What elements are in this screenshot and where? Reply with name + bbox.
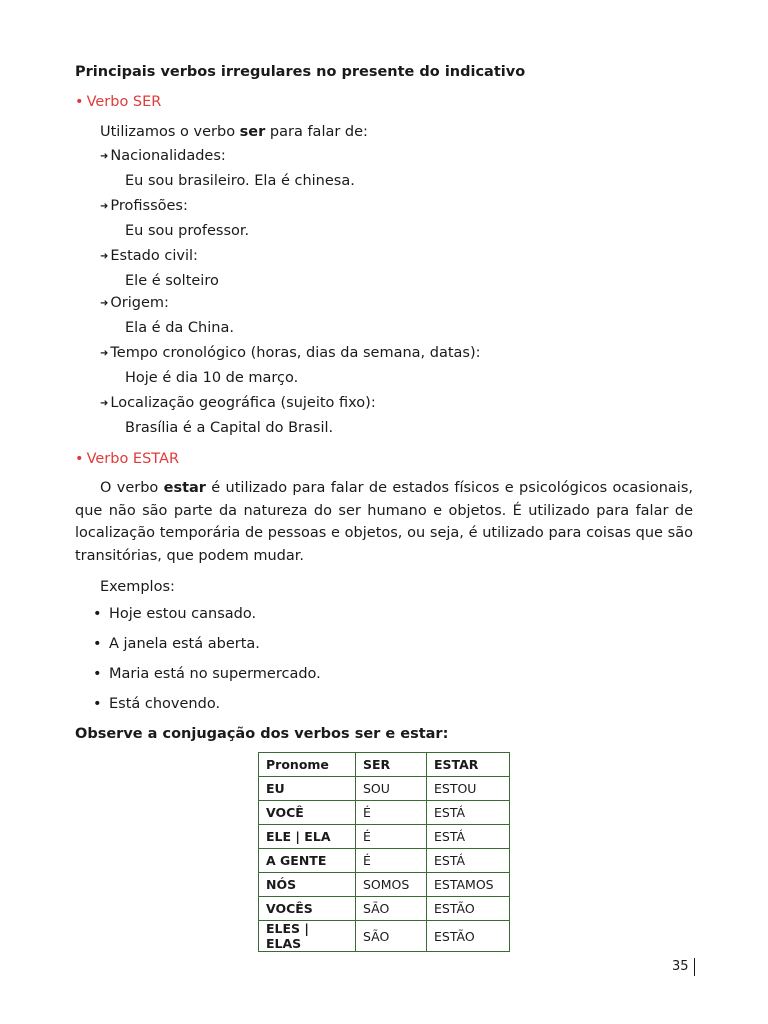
list-item <box>93 599 693 629</box>
ser-cell: SOMOS <box>356 873 427 897</box>
examples-list <box>75 599 693 719</box>
ser-use-example: Eu sou brasileiro. Ela é chinesa. <box>125 173 355 189</box>
example-text: Hoje estou cansado. <box>109 605 257 622</box>
ser-uses-list <box>75 144 693 441</box>
estar-cell: ESTÃO <box>427 921 510 952</box>
ser-use-label: Nacionalidades: <box>110 148 226 164</box>
ser-use-example: Hoje é dia 10 de março. <box>125 370 299 386</box>
estar-cell: ESTÁ <box>427 801 510 825</box>
table-row <box>259 825 510 849</box>
table-row <box>259 873 510 897</box>
table-row <box>259 801 510 825</box>
table-row <box>259 777 510 801</box>
estar-paragraph <box>75 477 693 568</box>
pronoun-cell: ELE | ELA <box>259 825 356 849</box>
document-page <box>75 60 693 747</box>
table-header-row <box>259 753 510 777</box>
ser-cell: SOU <box>356 777 427 801</box>
section-heading-ser-label: Verbo SER <box>86 94 162 110</box>
arrow-right-icon: ➜ <box>100 251 109 262</box>
page-number: 35 <box>672 958 695 976</box>
ser-cell: SÃO <box>356 897 427 921</box>
estar-cell: ESTOU <box>427 777 510 801</box>
pronoun-cell: VOCÊS <box>259 897 356 921</box>
ser-use-example: Brasília é a Capital do Brasil. <box>125 420 334 436</box>
examples-label: Exemplos: <box>100 578 175 595</box>
ser-use-example: Eu sou professor. <box>125 223 250 239</box>
ser-intro-text-end: para falar de: <box>265 124 368 140</box>
ser-use-item <box>100 291 693 341</box>
estar-paragraph-bold: estar <box>163 480 206 496</box>
ser-use-example: Ele é solteiro <box>125 273 219 289</box>
estar-cell: ESTÁ <box>427 825 510 849</box>
bullet-icon: • <box>75 94 84 110</box>
estar-cell: ESTÃO <box>427 897 510 921</box>
list-item <box>93 629 693 659</box>
page-title: Principais verbos irregulares no presente do indicativo <box>75 64 526 80</box>
arrow-right-icon: ➜ <box>100 348 109 359</box>
ser-use-label: Tempo cronológico (horas, dias da semana, datas): <box>110 345 481 361</box>
section-heading-estar <box>75 447 693 471</box>
example-text: A janela está aberta. <box>109 635 260 652</box>
ser-use-label: Origem: <box>110 295 169 311</box>
ser-cell: É <box>356 825 427 849</box>
ser-use-label: Estado civil: <box>110 248 198 264</box>
ser-use-item <box>100 244 693 291</box>
ser-use-item <box>100 144 693 194</box>
pronoun-cell: EU <box>259 777 356 801</box>
ser-use-item <box>100 194 693 244</box>
arrow-right-icon: ➜ <box>100 201 109 212</box>
header-pronome: Pronome <box>259 753 356 777</box>
estar-paragraph-text-end: é utilizado para falar de estados físicos e psicológicos ocasionais, que não são parte da natureza do ser humano e objetos. É utilizado para falar de localização temporária de pessoas e objetos, ou seja, é utilizado para coisas que são transitórias, que podem mudar. <box>75 480 694 565</box>
section-heading-estar-label: Verbo ESTAR <box>86 451 180 467</box>
ser-intro-text: Utilizamos o verbo <box>100 124 240 140</box>
arrow-right-icon: ➜ <box>100 398 109 409</box>
ser-use-item <box>100 341 693 391</box>
ser-intro <box>100 120 693 144</box>
arrow-right-icon: ➜ <box>100 151 109 162</box>
section-heading-ser <box>75 90 693 114</box>
example-text: Está chovendo. <box>109 695 221 712</box>
bullet-icon: • <box>93 665 102 682</box>
bullet-icon: • <box>93 635 102 652</box>
table-row <box>259 897 510 921</box>
ser-cell: É <box>356 801 427 825</box>
list-item <box>93 689 693 719</box>
conjugation-table <box>258 752 510 952</box>
ser-use-item <box>100 391 693 441</box>
ser-intro-bold: ser <box>239 124 266 140</box>
list-item <box>93 659 693 689</box>
estar-paragraph-text: O verbo <box>100 480 164 496</box>
pronoun-cell: VOCÊ <box>259 801 356 825</box>
ser-use-example: Ela é da China. <box>125 320 234 336</box>
pronoun-cell: NÓS <box>259 873 356 897</box>
ser-cell: SÃO <box>356 921 427 952</box>
table-row <box>259 921 510 952</box>
estar-cell: ESTÁ <box>427 849 510 873</box>
arrow-right-icon: ➜ <box>100 298 109 309</box>
estar-cell: ESTAMOS <box>427 873 510 897</box>
bullet-icon: • <box>93 695 102 712</box>
bullet-icon: • <box>75 451 84 467</box>
pronoun-cell: ELES | ELAS <box>259 921 356 952</box>
ser-cell: É <box>356 849 427 873</box>
bullet-icon: • <box>93 605 102 622</box>
conjugation-heading: Observe a conjugação dos verbos ser e estar: <box>75 725 449 742</box>
header-estar: ESTAR <box>427 753 510 777</box>
pronoun-cell: A GENTE <box>259 849 356 873</box>
example-text: Maria está no supermercado. <box>109 665 321 682</box>
header-ser: SER <box>356 753 427 777</box>
ser-use-label: Profissões: <box>110 198 188 214</box>
table-row <box>259 849 510 873</box>
ser-use-label: Localização geográfica (sujeito fixo): <box>110 395 376 411</box>
